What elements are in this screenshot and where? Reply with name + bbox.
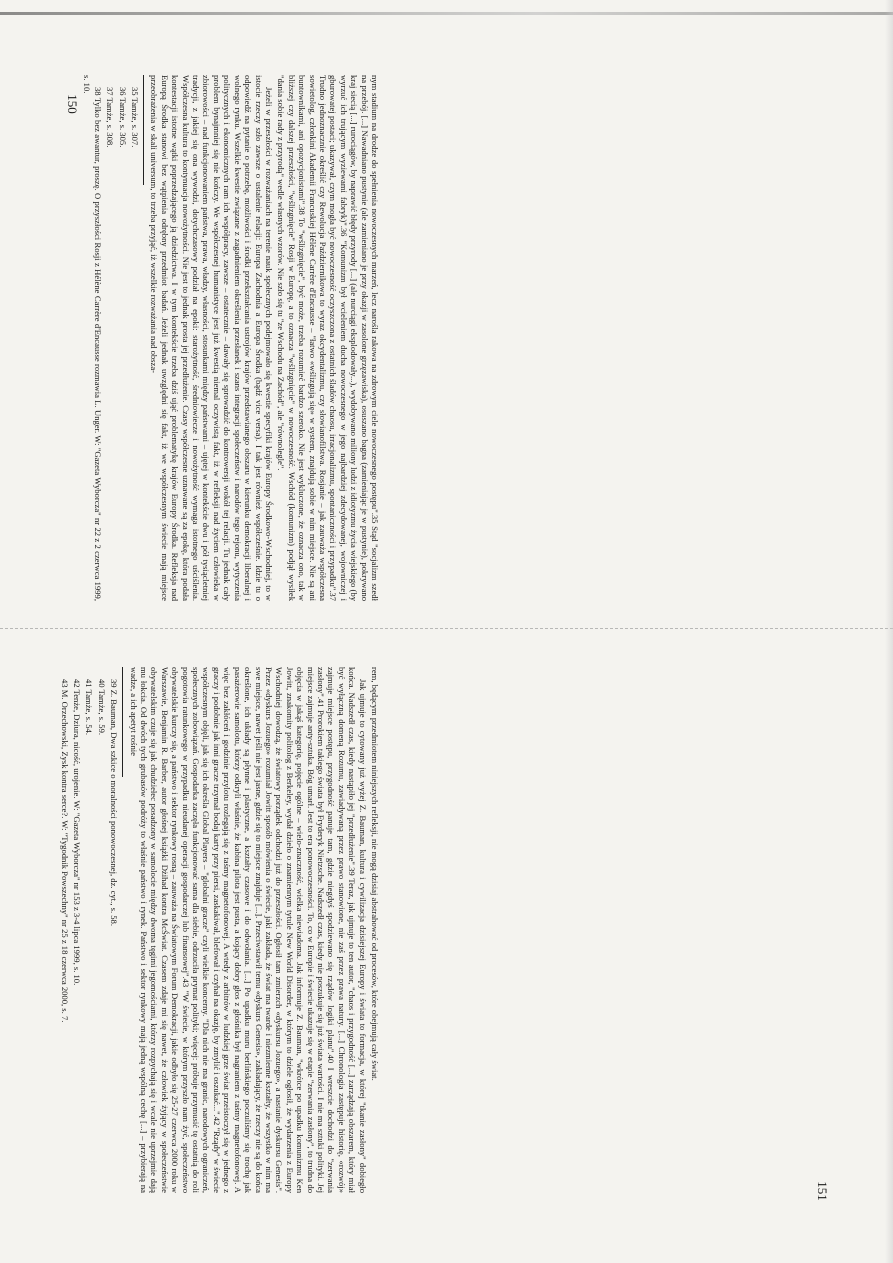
footnote: 39 Z. Bauman, Dwa szkice o moralności ponowoczesnej, dz. cyt., s. 58. <box>109 679 120 927</box>
body-paragraph: Jeżeli w przeszłości w rozważaniach na terenie nauk społecznych podejmowało się kwestie specyfiki krajów Europy Środkowo-Wschodniej, to w istocie rzeczy szło zawsze o ustalenie relacji: Europa Zachodnia a Europa Środka (bądź vice versa). I tak jest również współcześnie. Idzie tu o odpowiedź na pytanie o potrzebę, możliwości i środki przekształcania ustrojów krajów przedstawianego obszaru w kierunku demokracji liberalnej i wolnego rynku. Wszelkie kwestie związane z zagadnieniem określenia przesłanek i szans integracji społeczeństw i narodów tego rejonu, wytyczenia politycznych i ekonomicznych ram ich współpracy, zawsze – ostatecznie – dawały się sprowadzić do kontrowersji wokół tej relacji. Tu jednak cały problem bynajmniej się nie kończy. We współczesnej humanistyce jest już kwestią niemal oczywistą fakt, iż w refleksji nad życiem człowieka w zbiorowości – nad funkcjonowaniem państwa, prawa, władzy, własności, stosunkami między państwami – ujętej w kontekście dwu i pół tysiącletniej tradycji, z jakiej się ona wywodzi, dotychczasowy podział na epoki: starożytność, średniowiecze i nowożytność wymaga istotnego uściślenia. Współczesna kultura to kontynuacja nowożytności. Nie jest to jednak prosta jej przedłużenie. Czasy współczesne uznawane są za epokę, która podała kontestacji istotne wątki poprzedzającego ją dziedzictwa. I w tym kontekście trzeba dziś ująć problematykę krajów Europy Środka. Refleksja nad Europą Środka stanowi bez wątpienia odrębny przedmiot badań. Jeżeli jednak uwzględni się fakt, iż we współczesnym świecie mają miejsce przeobrażenia w skali universum, to trzeba przyjąć, iż wszelkie rozważania nad obsza- <box>149 75 274 601</box>
page-number-left: 150 <box>64 94 80 114</box>
scan-edge-line <box>0 12 893 15</box>
footnote-rule <box>122 667 123 777</box>
footnote: 37 Tamże, s. 308. <box>105 87 116 148</box>
footnote: 42 Tenże, Dziura, nicość, urojenie. W: "Gazeta Wyborcza" nr 153 z 3-4 lipca 1999, s. 10. <box>72 679 83 986</box>
footnote: 36 Tamże, s. 305. <box>117 87 128 148</box>
page-fold-line <box>0 628 893 629</box>
body-paragraph: rem, będącym przedmiotem niniejszych refleksji, nie mogą dzisiaj abstrahować od procesów, które obejmują cały świat. <box>370 667 380 1081</box>
footnote-rule <box>143 75 144 185</box>
page-number-right: 151 <box>814 1181 830 1201</box>
footnote: 38 Tylko bez awantur, proszę. O przyszłości Rosji z Hélène Carrère d'Encausse rozmawia L. Unger. W: "Gazeta Wyborcza" nr 22 z 2 czerwca 1999, s. 10. <box>82 75 103 601</box>
page-left <box>0 75 380 601</box>
footnote: 35 Tamże, s. 307. <box>130 87 141 148</box>
scan-shadow <box>885 0 893 1263</box>
body-paragraph: nym stadium na drodze do spełnienia nowoczesnych marzeń, lecz narośla rakowa na zdrowym ciele nowoczesnego postępu".35 Stąd "socjalizm szedł na przebój. [...] Nawadniano pustynie (ale zamieniano je przy okazji w zasolone grzęzawiska), osuszano bagna (zamieniając je w pustynie), pokrywano kraj siecią [...] rurociągów, by naprawić błędy przyrody [...] (ale nurciągi eksplodowały...), wydobywano miliony ludzi z idiotyzmu życia wiejskiego (by wyrzuć ich trującym wyziewami fabryk)".36 "Komunizm był wcieleniem ducha nowoczesnego w jego najbardziej zdecydowanej, wojowniczej i gburowatej postaci; ukazywał, czym mogła być nowoczesność oczyszczona z ostatnich śladów chaosu, irracjonalizmu, spontaniczności i przypadku".37 Trudno jednoznacznie określić czy Rewolucja Październikowa to wyraz okcydentalizmu, czy słowianofilstwa. Rosjanie – jak zauważa współczesna sowietolog, członkini Akademii Francuskiej Hélène Carrère d'Encausse – "łatwo «wślizgują się» w system, znajdują sobie w nim miejsce. Nie są ani buntownikami, ani opozycjonistami".38 To "wślizgnięcie", być może, trzeba rozumieć bardzo szeroko. Nie jest wykluczone, że oznacza ono, tak w bliższej czy dalszej przeszłości, "wślizgnięcie" Rosji w Europę, a to oznacza "wślizgnięcie" w nowoczesność. Wschód (komunizm) podjął wysiłek "dania sobie rady z przyrodą" wedle własnych wzorów. Nie szło się tu "ze Wschodu na Zachód", ale "równolegle". <box>276 75 380 601</box>
footnote: 41 Tamże, s. 54. <box>84 679 95 736</box>
page-right <box>0 667 380 1193</box>
footnote: 40 Tamże, s. 59. <box>96 679 107 736</box>
body-paragraph: Jak ujmuje to cytowany już wyżej Z. Bauman, kultura i cywilizacja dzisiejszej Europy i świata to formacja, w której "tkanie zasłony" dobiegło końca. Nadszedł czas, kiedy nastąpiło jej "przedłużenie".39 Teraz, jak ujmuje to ten autor, "chaos i przygodność [...] zarządzają obszarem, który miał być wyłączną domeną Rozumu, zawiadywaną przez prawo stanowione, nie zaś przez prawa natury. [...] Chronologia zastępuje historię, «rozwój» zajmuje miejsce postępu, przygodność panuje tam, gdzie niegdyś spodziewano się rządów logiki planu".40 I wreszcie dochodzi do "zerwania zasłony".41 Prorokiem takiego świata był Fryderyk Nietzsche. Nadszedł czas, kiedy nie poszukuje się już świata wartości. I nie ma sztuki polityki. Jej miejsce zajmuje anty-sztuka. Bóg umarł. Jest to era ponowoczesności. To, co w Europie i świecie ukazuje się w etapie "zerwania zasłony", to trudna do objęcia w jakąś kategorię, pojęcie ogólne – wielo-znaczność, wielka niewiadoma. Jak informuje Z. Bauman, "wkrótce po upadku komunizmu Ken Jowitt, znakomity politolog z Berkeley, wydał dzieło o znamiennym tytule New World Disorder, w którym to dziele ogłosił, że wydarzenia z Europy Wschodniej dowodzą, że światowy porządek odchodzi już do przeszłości. Ogłosił tam zmierzch «dyskursu Jozuego», a nastanie dyskursu Genesis". Przez «dyskurs Jozuego» rozumiał Jowitt sposób mówienia o świecie, jaki zakłada, że świat ma twarde i niezmienne kształty, że wszystko w nim ma swe miejsce, nawet jeśli nie jest jasne, gdzie się to miejsce znajduje [...]. Przeciwstawił temu «dyskurs Genesis», zakładający, że rzeczy nie są do końca określone, ich układy są płynne i plastyczne, a kształty czasowe i do odwołania. [...] Po upadku muru berlińskiego poczuliśmy się trochę jak pasażerowie samolotu, którzy odkryli właśnie, że kabina pilota jest pusta, a kojący dobry głos z głośnika był nagraniem z taśmy magnetofonowej. A więc bez zakłóceń i godzinie przylotu rozlegają się z taśmy magnetofonowej. A wtedy z arbitrów w ludzkiej grze świat przeistoczył się w jednego z graczy i podobnie jak inni gracze trzymał bodaj karty przy piersi, zaskakiwał, blefował i czyhał na okazję, by zmylić i oszukać...".42 "Rządy" w świecie współczesnym objęli, jak się ich określa Global Players – "globalni gracze" czyli wielkie koncerny. "Dla nich nie ma granic, narodowych ograniczeń, społecznych zobowiązań. Gospodarka zaczęła funkcjonować sama dla siebie, odrzuciła prymat polityki; więcej: próbuje przymusić tę ostatnią do roli pogotowia ratunkowego w przypadku nieudanej operacji gospodarczej lub finansowej".43 "W świecie, w którym przyszło nam żyć, społeczeństwo obywatelskie kurczy się, a państwo i sektor rynkowy rosną – zauważa na Światowym Forum Demokracji, jakie odbyło się 25-27 czerwca 2000 roku w Warszawie, Benjamin R. Barber, autor głośnej książki Dżihad kontra McŚwiat. Czasem zdaje mi się nawet, że człowiek żyjący w społeczeństwie obywatelskim czuje się jak chudziełec posadzony w samolocie między dwoma tęgimi jegomościami, którzy rozpychają się i wcale nie uprzejmie dają mu łokcia. Od dwóch tych grubasów podróży to właśnie państwo i rynek. Państwo i sektor rynkowy mają jedną wspólną cechę [...] – przybierają na wadze, a ich apetyt rośnie <box>128 667 368 1193</box>
footnote: 43 M. Orzechowski, Zysk kontra serce?. W: "Tygodnik Powszechny" nr 25 z 18 czerwca 2000, s. 7. <box>59 679 70 1023</box>
